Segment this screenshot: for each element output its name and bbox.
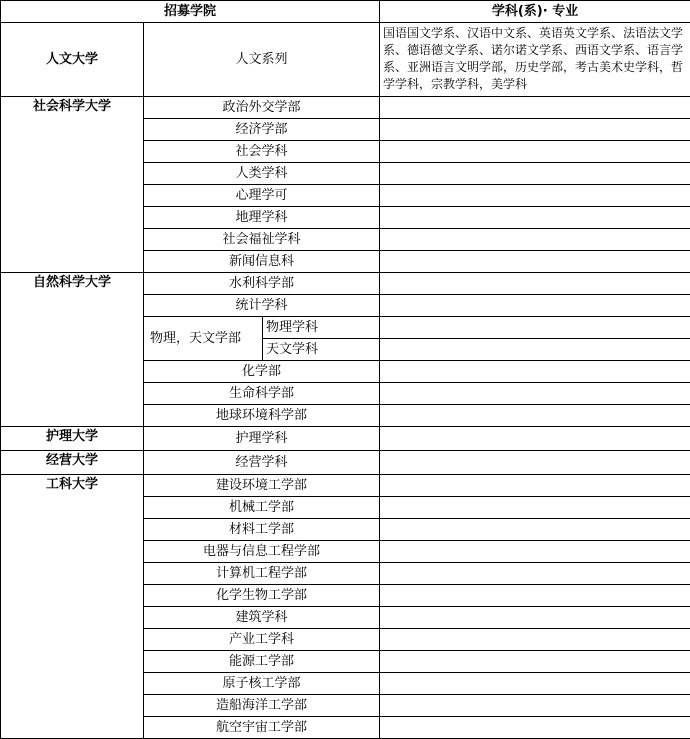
dept-cell: 统计学科 xyxy=(144,295,380,317)
dept-cell: 水利科学部 xyxy=(144,273,380,295)
major-cell xyxy=(380,229,690,251)
college-nursing: 护理大学 xyxy=(1,427,144,451)
header-college: 招募学院 xyxy=(1,1,380,23)
dept-cell: 能源工学部 xyxy=(144,651,380,673)
major-cell xyxy=(380,519,690,541)
dept-cell: 地理学科 xyxy=(144,207,380,229)
major-cell xyxy=(380,651,690,673)
dept-cell: 地球环境科学部 xyxy=(144,405,380,427)
dept-cell: 计算机工程学部 xyxy=(144,563,380,585)
dept-cell: 生命科学部 xyxy=(144,383,380,405)
dept-cell: 化学部 xyxy=(144,361,380,383)
dept-cell: 化学生物工学部 xyxy=(144,585,380,607)
table-row xyxy=(1,273,690,295)
major-cell xyxy=(380,251,690,273)
major-cell xyxy=(380,585,690,607)
dept-cell: 新闻信息科 xyxy=(144,251,380,273)
dept-cell: 材料工学部 xyxy=(144,519,380,541)
dept-cell: 建设环境工学部 xyxy=(144,475,380,497)
major-cell xyxy=(380,475,690,497)
table-row xyxy=(1,23,690,97)
college-social-science: 社会科学大学 xyxy=(1,97,144,273)
major-cell xyxy=(380,317,690,339)
major-cell xyxy=(380,141,690,163)
dept-cell: 经济学部 xyxy=(144,119,380,141)
major-cell xyxy=(380,717,690,739)
sub-dept-cell: 天文学科 xyxy=(263,339,380,361)
header-row xyxy=(1,1,690,23)
table-row xyxy=(1,427,690,451)
dept-humanities-series: 人文系列 xyxy=(144,23,380,97)
major-cell xyxy=(380,207,690,229)
major-cell xyxy=(380,295,690,317)
dept-cell: 机械工学部 xyxy=(144,497,380,519)
dept-cell: 人类学科 xyxy=(144,163,380,185)
table-row xyxy=(1,475,690,497)
major-cell xyxy=(380,361,690,383)
major-cell xyxy=(380,451,690,475)
major-cell xyxy=(380,185,690,207)
dept-cell: 社会学科 xyxy=(144,141,380,163)
major-cell xyxy=(380,563,690,585)
major-cell xyxy=(380,273,690,295)
dept-cell: 航空宇宙工学部 xyxy=(144,717,380,739)
dept-cell: 电器与信息工程学部 xyxy=(144,541,380,563)
dept-cell: 护理学科 xyxy=(144,427,380,451)
major-cell xyxy=(380,427,690,451)
dept-cell: 原子核工学部 xyxy=(144,673,380,695)
header-major: 学科(系)· 专业 xyxy=(380,1,690,23)
major-cell xyxy=(380,383,690,405)
dept-cell: 经营学科 xyxy=(144,451,380,475)
dept-cell: 产业工学科 xyxy=(144,629,380,651)
dept-cell: 心理学可 xyxy=(144,185,380,207)
dept-cell: 社会福祉学科 xyxy=(144,229,380,251)
major-cell xyxy=(380,497,690,519)
humanities-majors: 国语国文学系、汉语中文系、英语英文学系、法语法文学系、德语德文学系、诺尔诺文学系、西语文学系、语言学系、亚洲语言文明学部，历史学部，考古美术史学科，哲学学科，宗教学科，美学科 xyxy=(380,23,690,97)
major-cell xyxy=(380,339,690,361)
dept-cell: 政治外交学部 xyxy=(144,97,380,119)
college-natural-science: 自然科学大学 xyxy=(1,273,144,427)
dept-physics-astronomy: 物理，天文学部 xyxy=(144,317,263,361)
dept-cell: 建筑学科 xyxy=(144,607,380,629)
major-cell xyxy=(380,163,690,185)
major-cell xyxy=(380,97,690,119)
table-row xyxy=(1,97,690,119)
major-cell xyxy=(380,405,690,427)
sub-dept-cell: 物理学科 xyxy=(263,317,380,339)
college-business: 经营大学 xyxy=(1,451,144,475)
major-cell xyxy=(380,629,690,651)
college-humanities: 人文大学 xyxy=(1,23,144,97)
major-cell xyxy=(380,119,690,141)
major-cell xyxy=(380,695,690,717)
major-cell xyxy=(380,673,690,695)
college-engineering: 工科大学 xyxy=(1,475,144,739)
table-row xyxy=(1,451,690,475)
major-cell xyxy=(380,607,690,629)
dept-cell: 造船海洋工学部 xyxy=(144,695,380,717)
major-cell xyxy=(380,541,690,563)
